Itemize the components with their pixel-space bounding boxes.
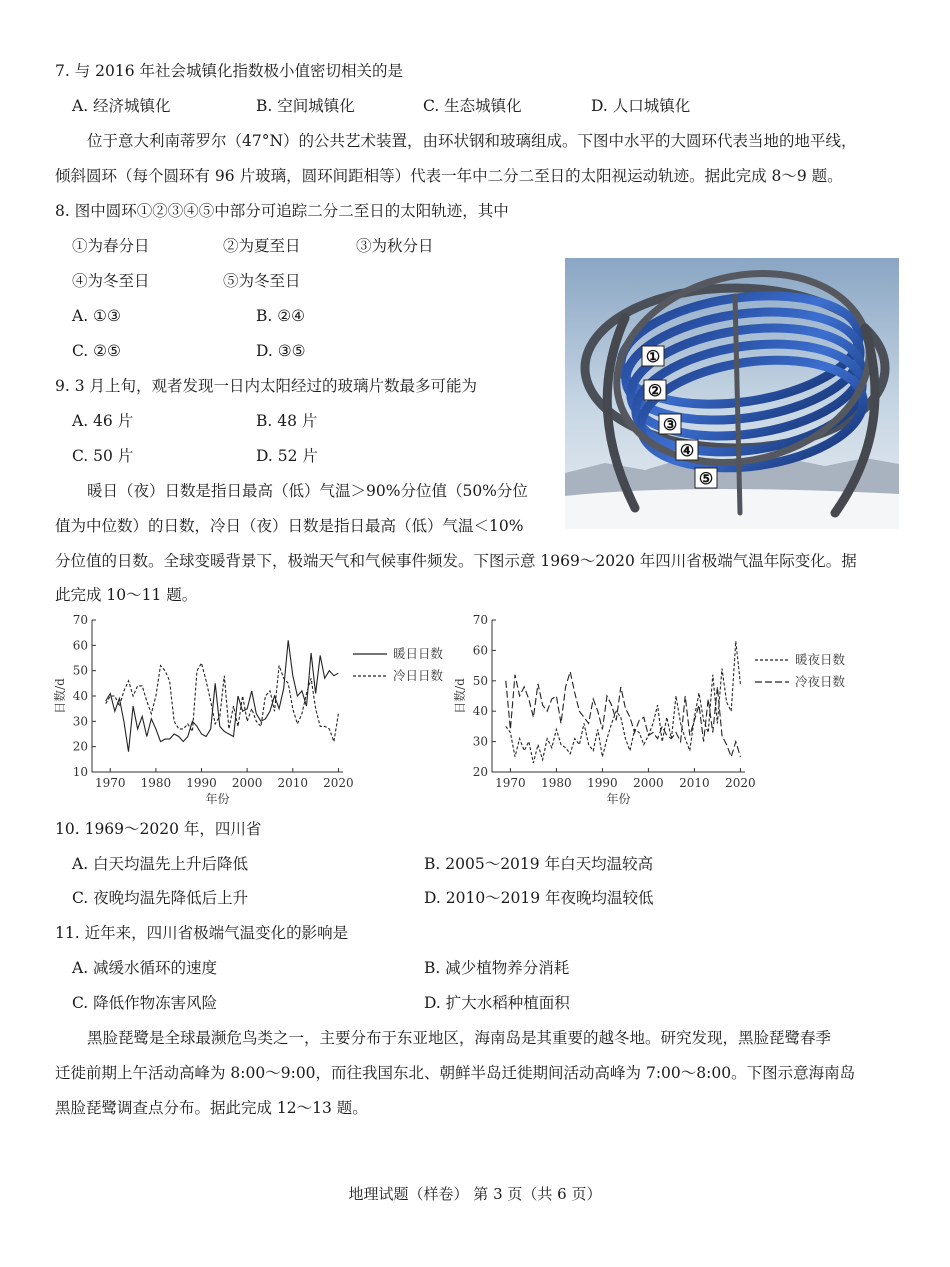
- q9-stem: 9. 3 月上旬，观者发现一日内太阳经过的玻璃片数最多可能为: [55, 377, 478, 395]
- y-tick-label: 50: [472, 673, 488, 688]
- q8-statement-2: ②为夏至日: [223, 237, 301, 255]
- q10-option-d: D. 2010～2019 年夜晚均温较低: [424, 889, 654, 907]
- series-line-0: [506, 641, 741, 763]
- q11-option-b: B. 减少植物养分消耗: [424, 959, 570, 977]
- series-line-1: [506, 672, 741, 757]
- legend-label-0: 暖夜日数: [795, 652, 846, 667]
- legend-label-1: 冷夜日数: [795, 674, 846, 689]
- y-tick-label: 20: [72, 739, 88, 754]
- passage-12-13-line-3: 黑脸琵鹭调查点分布。据此完成 12～13 题。: [55, 1099, 368, 1117]
- y-tick-label: 50: [72, 663, 88, 678]
- q11-option-c: C. 降低作物冻害风险: [72, 994, 218, 1012]
- x-tick-label: 2020: [725, 776, 756, 790]
- passage-12-13-line-2: 迁徙前期上午活动高峰为 8:00～9:00，而往我国东北、朝鲜半岛迁徙期间活动高峰为 7:00～8:00。下图示意海南岛: [55, 1064, 856, 1082]
- art-installation-photo: [565, 258, 899, 529]
- q7-option-d: D. 人口城镇化: [591, 97, 691, 115]
- passage-10-11-line-3: 分位值的日数。全球变暖背景下，极端天气和气候事件频发。下图示意 1969～2020 年四川省极端气温年际变化。据: [55, 552, 857, 570]
- q10-stem: 10. 1969～2020 年，四川省: [55, 820, 262, 838]
- passage-10-11-line-1: 暖日（夜）日数是指日最高（低）气温＞90%分位值（50%分位: [87, 482, 528, 500]
- photo-label-3: ③: [662, 415, 678, 434]
- q9-option-b: B. 48 片: [256, 412, 318, 430]
- passage-12-13-line-1: 黑脸琵鹭是全球最濒危鸟类之一，主要分布于东亚地区，海南岛是其重要的越冬地。研究发现，黑脸琵鹭春季: [87, 1029, 832, 1047]
- q9-option-c: C. 50 片: [72, 447, 134, 465]
- photo-label-5: ⑤: [698, 469, 714, 488]
- y-axis-label: 日数/d: [53, 678, 67, 714]
- x-tick-label: 1990: [587, 776, 618, 790]
- q11-option-a: A. 减缓水循环的速度: [72, 959, 218, 977]
- y-axis-label: 日数/d: [453, 678, 467, 714]
- y-tick-label: 60: [472, 643, 488, 658]
- series-line-1: [106, 663, 339, 742]
- photo-label-2: ②: [647, 381, 663, 400]
- y-tick-label: 70: [72, 613, 88, 627]
- passage-10-11-line-2: 值为中位数）的日数，冷日（夜）日数是指日最高（低）气温＜10%: [55, 517, 524, 535]
- q9-option-d: D. 52 片: [256, 447, 318, 465]
- photo-label-4: ④: [679, 441, 695, 460]
- q8-stem: 8. 图中圆环①②③④⑤中部分可追踪二分二至日的太阳轨迹，其中: [55, 202, 509, 220]
- page-footer: 地理试题（样卷） 第 3 页（共 6 页）: [348, 1185, 602, 1203]
- q8-option-d: D. ③⑤: [256, 342, 306, 360]
- q8-statement-3: ③为秋分日: [356, 237, 434, 255]
- q7-option-a: A. 经济城镇化: [72, 97, 171, 115]
- q8-option-b: B. ②④: [256, 307, 306, 325]
- x-tick-label: 2000: [231, 776, 263, 790]
- x-tick-label: 2010: [277, 776, 309, 790]
- x-tick-label: 2010: [679, 776, 710, 790]
- y-tick-label: 20: [472, 765, 488, 779]
- q11-option-d: D. 扩大水稻种植面积: [424, 994, 570, 1012]
- y-tick-label: 10: [72, 765, 88, 779]
- warm-cold-nights-chart: [450, 612, 890, 812]
- y-tick-label: 60: [72, 638, 88, 653]
- photo-label-1: ①: [645, 347, 661, 366]
- legend-label-0: 暖日日数: [393, 646, 444, 661]
- passage-8-9-line-2: 倾斜圆环（每个圆环有 96 片玻璃，圆环间距相等）代表一年中二分二至日的太阳视运动轨迹。据此完成 8～9 题。: [55, 167, 843, 185]
- y-tick-label: 40: [72, 689, 88, 703]
- q8-statement-1: ①为春分日: [72, 237, 150, 255]
- x-tick-label: 1970: [495, 776, 526, 790]
- q7-option-b: B. 空间城镇化: [256, 97, 355, 115]
- q8-statement-5: ⑤为冬至日: [223, 272, 301, 290]
- x-tick-label: 1990: [186, 776, 217, 790]
- q9-option-a: A. 46 片: [72, 412, 134, 430]
- x-tick-label: 1980: [541, 776, 572, 790]
- q8-option-c: C. ②⑤: [72, 342, 121, 360]
- y-tick-label: 70: [472, 613, 488, 627]
- y-tick-label: 40: [472, 704, 488, 719]
- chart-axes: [92, 620, 343, 772]
- q10-option-c: C. 夜晚均温先降低后上升: [72, 889, 249, 907]
- x-tick-label: 2000: [633, 776, 664, 790]
- x-axis-label: 年份: [606, 792, 631, 806]
- x-axis-label: 年份: [205, 792, 230, 806]
- q10-option-a: A. 白天均温先上升后降低: [72, 855, 249, 873]
- y-tick-label: 30: [472, 734, 488, 749]
- x-tick-label: 2020: [323, 776, 354, 790]
- q11-stem: 11. 近年来，四川省极端气温变化的影响是: [55, 924, 349, 942]
- q10-option-b: B. 2005～2019 年白天均温较高: [424, 855, 654, 873]
- legend-label-1: 冷日日数: [393, 668, 444, 683]
- warm-cold-days-chart: [50, 612, 470, 812]
- x-tick-label: 1980: [140, 776, 172, 790]
- q8-option-a: A. ①③: [72, 307, 121, 325]
- q7-option-c: C. 生态城镇化: [423, 97, 522, 115]
- x-tick-label: 1970: [94, 776, 126, 790]
- y-tick-label: 30: [72, 714, 88, 729]
- passage-10-11-line-4: 此完成 10～11 题。: [55, 586, 198, 604]
- passage-8-9-line-1: 位于意大利南蒂罗尔（47°N）的公共艺术装置，由环状钢和玻璃组成。下图中水平的大圆环代表当地的地平线，: [87, 132, 857, 150]
- q8-statement-4: ④为冬至日: [72, 272, 150, 290]
- q7-stem: 7. 与 2016 年社会城镇化指数极小值密切相关的是: [55, 62, 404, 80]
